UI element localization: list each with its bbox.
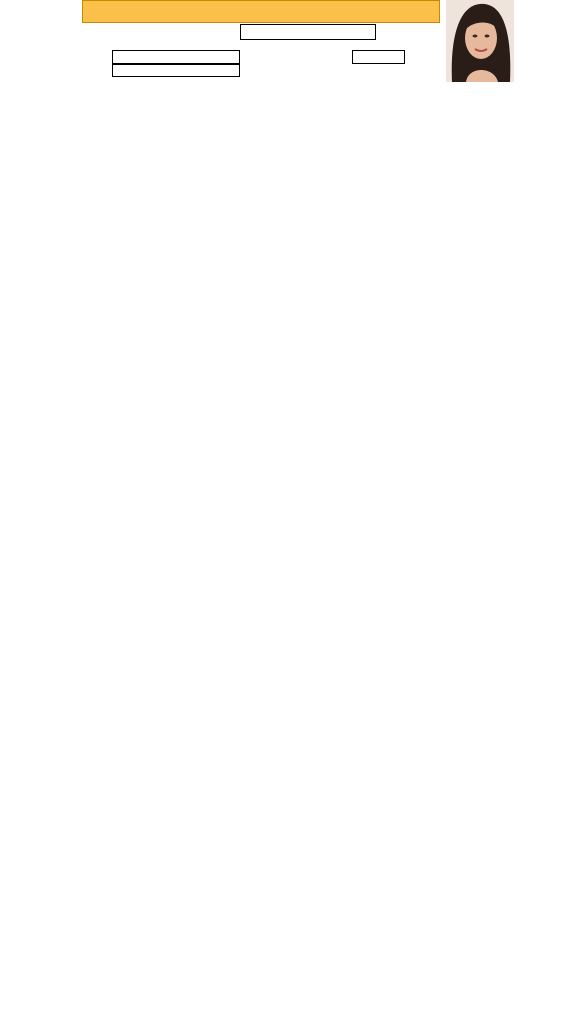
date-field[interactable] [112,64,240,77]
profile-photo [446,0,514,82]
period-to-box [240,24,376,40]
page-title [82,0,440,23]
name-field[interactable] [112,50,240,64]
id-field[interactable] [352,50,405,64]
